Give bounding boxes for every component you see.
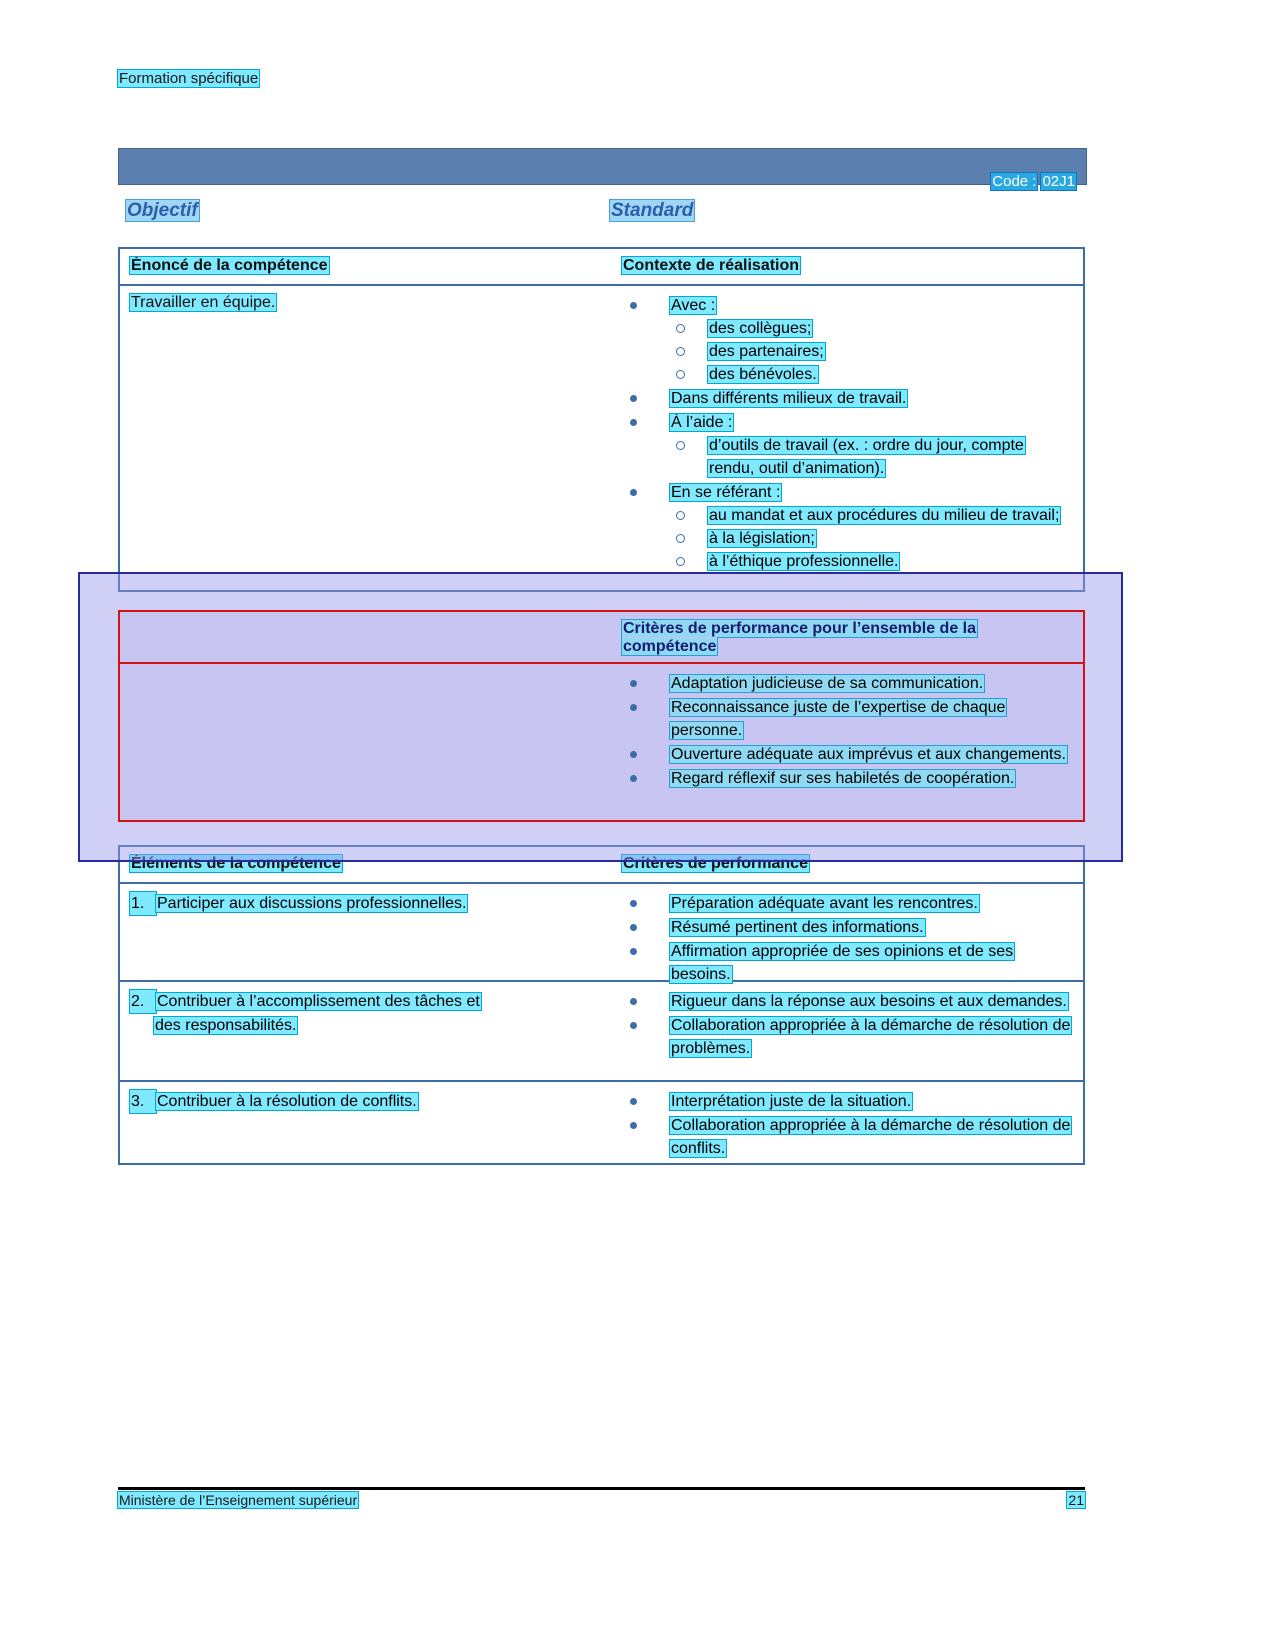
header-elements-label: Éléments de la compétence	[131, 855, 341, 872]
element-cell	[120, 1082, 612, 1121]
critere-text: Préparation adéquate avant les rencontres.	[671, 895, 978, 912]
table-competence-header-row	[120, 249, 1083, 286]
bullet-icon	[630, 751, 637, 758]
list-item	[622, 892, 1073, 915]
objectif-title: Objectif	[127, 200, 198, 221]
list-item	[622, 672, 1073, 695]
criteres-ensemble-list	[622, 672, 1073, 790]
contexte-subitem-text: d’outils de travail (ex. : ordre du jour, compte rendu, outil d’animation).	[709, 437, 1024, 477]
contexte-item-text: À l’aide :	[671, 414, 733, 431]
element-text: Contribuer à l’accomplissement des tâches et	[157, 993, 480, 1010]
circle-bullet-icon	[676, 511, 685, 520]
bullet-icon	[630, 924, 637, 931]
element-numbered-text	[130, 1090, 602, 1113]
footer-organisation: Ministère de l’Enseignement supérieur	[119, 1492, 358, 1508]
criteres-cell	[612, 1082, 1083, 1169]
circle-bullet-icon	[676, 557, 685, 566]
list-item	[622, 387, 1073, 410]
table-competence	[118, 247, 1085, 592]
element-number: 3.	[130, 1090, 156, 1113]
column-titles	[118, 200, 1085, 228]
criteres-list	[622, 892, 1073, 986]
table-row	[120, 884, 1083, 982]
list-item	[622, 743, 1073, 766]
contexte-subitem-text: à l’éthique professionnelle.	[709, 553, 899, 570]
bullet-icon	[630, 900, 637, 907]
header-label: Formation spécifique	[119, 70, 259, 87]
critere-text: Regard réflexif sur ses habiletés de coopération.	[671, 770, 1015, 787]
list-item	[622, 696, 1073, 742]
contexte-subitem-text: au mandat et aux procédures du milieu de travail;	[709, 507, 1060, 524]
criteres-ensemble-header-row	[120, 612, 1083, 664]
criteres-cell	[612, 982, 1083, 1069]
code-bar	[118, 148, 1087, 190]
footer-left-wrap	[118, 1492, 358, 1508]
bullet-icon	[630, 1122, 637, 1129]
list-item	[622, 481, 1073, 573]
circle-bullet-icon	[676, 370, 685, 379]
objectif-title-wrap	[126, 200, 199, 222]
list-item	[622, 1014, 1073, 1060]
criteres-ensemble-body-row	[120, 664, 1083, 820]
contexte-item-text: En se référant :	[671, 484, 781, 501]
criteres-ensemble-header-cell	[612, 612, 1083, 664]
critere-text: Rigueur dans la réponse aux besoins et aux demandes.	[671, 993, 1067, 1010]
table-criteres-ensemble	[118, 610, 1085, 822]
table-competence-body-row	[120, 286, 1083, 590]
bullet-icon	[630, 704, 637, 711]
element-numbered-text	[130, 892, 602, 915]
table-elements	[118, 845, 1085, 1165]
criteres-ensemble-list-cell	[612, 664, 1083, 799]
list-item	[622, 940, 1073, 986]
list-item	[622, 990, 1073, 1013]
contexte-sublist	[670, 504, 1073, 573]
bullet-icon	[630, 775, 637, 782]
header-cell-contexte	[612, 249, 1083, 283]
header-cell-enonce	[120, 249, 612, 283]
code-label: Code :	[992, 173, 1037, 190]
list-item	[670, 434, 1073, 480]
contexte-subitem-text: à la législation;	[709, 530, 815, 547]
element-text: Participer aux discussions professionnelles.	[157, 895, 467, 912]
bullet-icon	[630, 1022, 637, 1029]
critere-text: Ouverture adéquate aux imprévus et aux changements.	[671, 746, 1066, 763]
critere-text: Interprétation juste de la situation.	[671, 1093, 912, 1110]
critere-text: Adaptation judicieuse de sa communication.	[671, 675, 984, 692]
criteres-ensemble-empty-cell	[120, 612, 612, 628]
contexte-subitem-text: des partenaires;	[709, 343, 824, 360]
table-row	[120, 1082, 1083, 1163]
header-contexte-label: Contexte de réalisation	[623, 257, 800, 274]
list-item	[622, 916, 1073, 939]
criteres-ensemble-header-label: Critères de performance pour l’ensemble de la compétence	[623, 620, 977, 655]
element-numbered-text	[130, 990, 602, 1037]
critere-text: Résumé pertinent des informations.	[671, 919, 924, 936]
table-row	[120, 982, 1083, 1082]
contexte-item-text: Avec :	[671, 297, 716, 314]
cell-competence-statement	[120, 286, 612, 320]
standard-title-wrap	[610, 200, 694, 222]
document-header	[118, 70, 259, 87]
bullet-icon	[630, 680, 637, 687]
cell-contexte-list	[612, 286, 1083, 582]
circle-bullet-icon	[676, 347, 685, 356]
list-item	[670, 527, 1073, 550]
header-criteres-label: Critères de performance	[623, 855, 808, 872]
standard-title: Standard	[611, 200, 694, 221]
bullet-icon	[630, 419, 637, 426]
bullet-icon	[630, 395, 637, 402]
list-item	[622, 294, 1073, 386]
footer-right-wrap	[1067, 1492, 1085, 1508]
list-item	[622, 1090, 1073, 1113]
circle-bullet-icon	[676, 324, 685, 333]
bullet-icon	[630, 489, 637, 496]
circle-bullet-icon	[676, 441, 685, 450]
contexte-subitem-text: des collègues;	[709, 320, 812, 337]
page-number: 21	[1068, 1492, 1084, 1508]
list-item	[670, 363, 1073, 386]
footer-divider	[118, 1487, 1085, 1490]
list-item	[670, 504, 1073, 527]
list-item	[670, 340, 1073, 363]
critere-text: Affirmation appropriée de ses opinions et de ses besoins.	[671, 943, 1014, 983]
criteres-cell	[612, 884, 1083, 995]
list-item	[622, 411, 1073, 480]
header-enonce-label: Énoncé de la compétence	[131, 257, 328, 274]
contexte-sublist	[670, 434, 1073, 480]
criteres-list	[622, 990, 1073, 1060]
element-text-line2: des responsabilités.	[155, 1017, 297, 1034]
list-item	[670, 550, 1073, 573]
bullet-icon	[630, 1098, 637, 1105]
critere-text: Collaboration appropriée à la démarche de résolution de problèmes.	[671, 1017, 1071, 1057]
contexte-subitem-text: des bénévoles.	[709, 366, 817, 383]
critere-text: Collaboration appropriée à la démarche de résolution de conflits.	[671, 1117, 1071, 1157]
criteres-list	[622, 1090, 1073, 1160]
bullet-icon	[630, 302, 637, 309]
code-value: 02J1	[1042, 173, 1075, 190]
contexte-sublist	[670, 317, 1073, 386]
list-item	[670, 317, 1073, 340]
bullet-icon	[630, 948, 637, 955]
element-cell	[120, 884, 612, 923]
element-text: Contribuer à la résolution de conflits.	[157, 1093, 417, 1110]
list-item	[622, 1114, 1073, 1160]
bullet-icon	[630, 998, 637, 1005]
element-number: 2.	[130, 990, 156, 1013]
criteres-ensemble-left-cell	[120, 664, 612, 680]
element-cell	[120, 982, 612, 1045]
competence-statement: Travailler en équipe.	[131, 294, 276, 311]
contexte-item-text: Dans différents milieux de travail.	[671, 390, 907, 407]
critere-text: Reconnaissance juste de l’expertise de chaque personne.	[671, 699, 1006, 739]
element-text-continued	[130, 1014, 602, 1037]
list-item	[622, 767, 1073, 790]
circle-bullet-icon	[676, 534, 685, 543]
element-number: 1.	[130, 892, 156, 915]
contexte-list	[622, 294, 1073, 573]
